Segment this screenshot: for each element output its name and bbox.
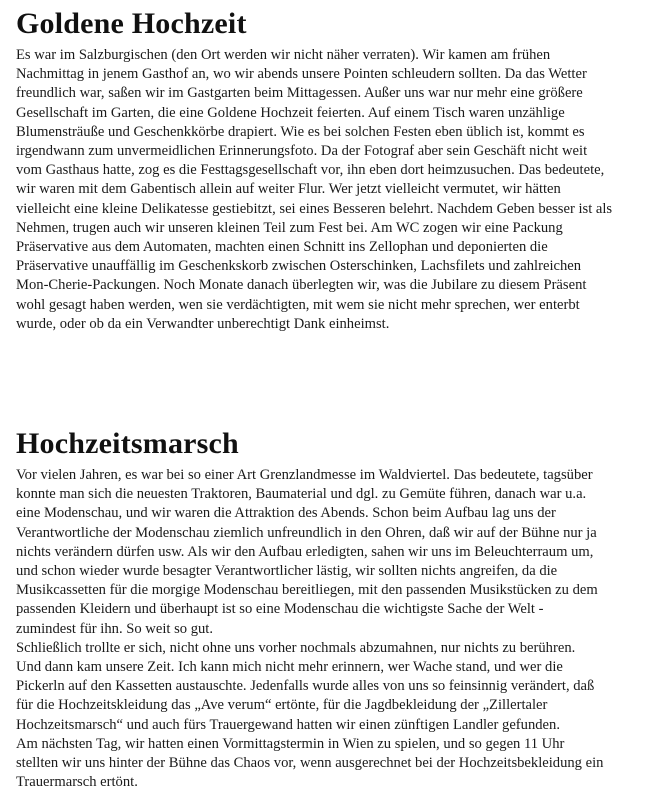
text-line: Präservative unauffällig im Geschenkskorb zwischen Osterschinken, Lachsfilets und zahlreichen — [16, 258, 582, 275]
text-line: Nehmen, trugen auch wir unseren kleinen Teil zum Fest bei. Am WC zogen wir eine Packung — [16, 219, 563, 236]
text-line: passenden Kleidern und überhaupt ist so eine Modenschau die wichtigste Sache der Welt - — [16, 601, 544, 618]
text-line: konnte man sich die neuesten Traktoren, Baumaterial und dgl. zu Gemüte führen, danach war u.a. — [16, 486, 587, 503]
text-line: Vor vielen Jahren, es war bei so einer Art Grenzlandmesse im Waldviertel. Das bedeutete, tagsüber — [16, 467, 593, 483]
text-line: wir waren mit dem Gabentisch allein auf weiter Flur. Wer jetzt vielleicht vermutet, wir hätten — [16, 181, 561, 198]
text-line: vielleicht eine kleine Delikatesse gestiebitzt, sei eines Besseren belehrt. Nachdem Geben besser ist als — [16, 200, 613, 217]
story-goldene-hochzeit — [16, 6, 644, 334]
section-title: Hochzeitsmarsch — [16, 427, 239, 460]
text-line: Musikcassetten für die morgige Modenschau bereitliegen, mit den passenden Musikstücken zu dem — [16, 582, 598, 599]
text-line: Am nächsten Tag, wir hatten einen Vormittagstermin in Wien zu spielen, und so gegen 11 Uhr — [16, 735, 565, 752]
text-line: zumindest für ihn. So weit so gut. — [16, 620, 214, 637]
text-line: wurde, oder ob da ein Verwandter unberechtigt Dank einheimst. — [16, 315, 390, 332]
text-line: freundlich war, saßen wir im Gastgarten beim Mittagessen. Außer uns war nur mehr eine größere — [16, 85, 583, 102]
text-line: Blumensträuße und Geschenkkörbe drapiert. Wie es bei solchen Festen eben üblich ist, kommt es — [16, 123, 585, 140]
text-line: und schon wieder wurde besagter Verantwortlicher lästig, wir sollten nichts angreifen, da die — [16, 563, 558, 580]
text-line: Präservative aus dem Automaten, machten einen Schnitt ins Zellophan und deponierten die — [16, 239, 548, 256]
text-line: Nachmittag in jenem Gasthof an, wo wir abends unsere Pointen schleudern sollten. Da das Wetter — [16, 66, 587, 83]
text-line: vom Gasthaus hatte, zog es die Festtagsgesellschaft vor, ihn eben dort heimzusuchen. Das bedeutete, — [16, 162, 605, 179]
text-line: Hochzeitsmarsch“ und auch fürs Trauergewand hatten wir einen zünftigen Landler gefunden. — [16, 716, 560, 733]
text-line: Trauermarsch ertönt. — [16, 774, 138, 791]
text-line: Verantwortliche der Modenschau ziemlich unfreundlich in den Ohren, daß wir auf der Bühne nur ja — [16, 524, 597, 541]
text-line: Schließlich trollte er sich, nicht ohne uns vorher nochmals abzumahnen, nur nichts zu berühren. — [16, 639, 576, 656]
text-line: Pickerln auf den Kassetten austauschte. Jedenfalls wurde alles von uns so feinsinnig verändert, daß — [16, 678, 595, 695]
story-hochzeitsmarsch — [16, 426, 644, 792]
section-body — [16, 46, 644, 334]
text-line: Und dann kam unsere Zeit. Ich kann mich nicht mehr erinnern, wer Wache stand, und wer die — [16, 659, 563, 676]
text-line: wohl gesagt haben werden, wen sie verdächtigten, mit wem sie nicht mehr sprechen, wer enterbt — [16, 296, 580, 313]
section-title: Goldene Hochzeit — [16, 7, 247, 40]
text-line: für die Hochzeitskleidung das „Ave verum“ ertönte, für die Jagdbekleidung der „Zillertaler — [16, 697, 548, 714]
text-line: Gesellschaft im Garten, die eine Goldene Hochzeit feierten. Auf einem Tisch waren unzählige — [16, 104, 565, 121]
text-line: Mon-Cherie-Packungen. Noch Monate danach überlegten wir, was die Jubilare zu diesem Präsent — [16, 277, 587, 294]
text-line: nichts verändern dürfen usw. Als wir den Aufbau erledigten, sahen wir uns im Beleuchterraum um, — [16, 543, 594, 560]
text-line: Es war im Salzburgischen (den Ort werden wir nicht näher verraten). Wir kamen am frühen — [16, 47, 551, 63]
text-line: stellten wir uns hinter der Bühne das Chaos vor, wenn ausgerechnet bei der Hochzeitsbekleidung ein — [16, 755, 604, 772]
text-line: irgendwann zum unvermeidlichen Erinnerungsfoto. Da der Fotograf aber sein Geschäft nicht weit — [16, 143, 588, 160]
text-line: eine Modenschau, und wir waren die Attraktion des Abends. Schon beim Aufbau lag uns der — [16, 505, 556, 522]
section-body — [16, 466, 644, 792]
